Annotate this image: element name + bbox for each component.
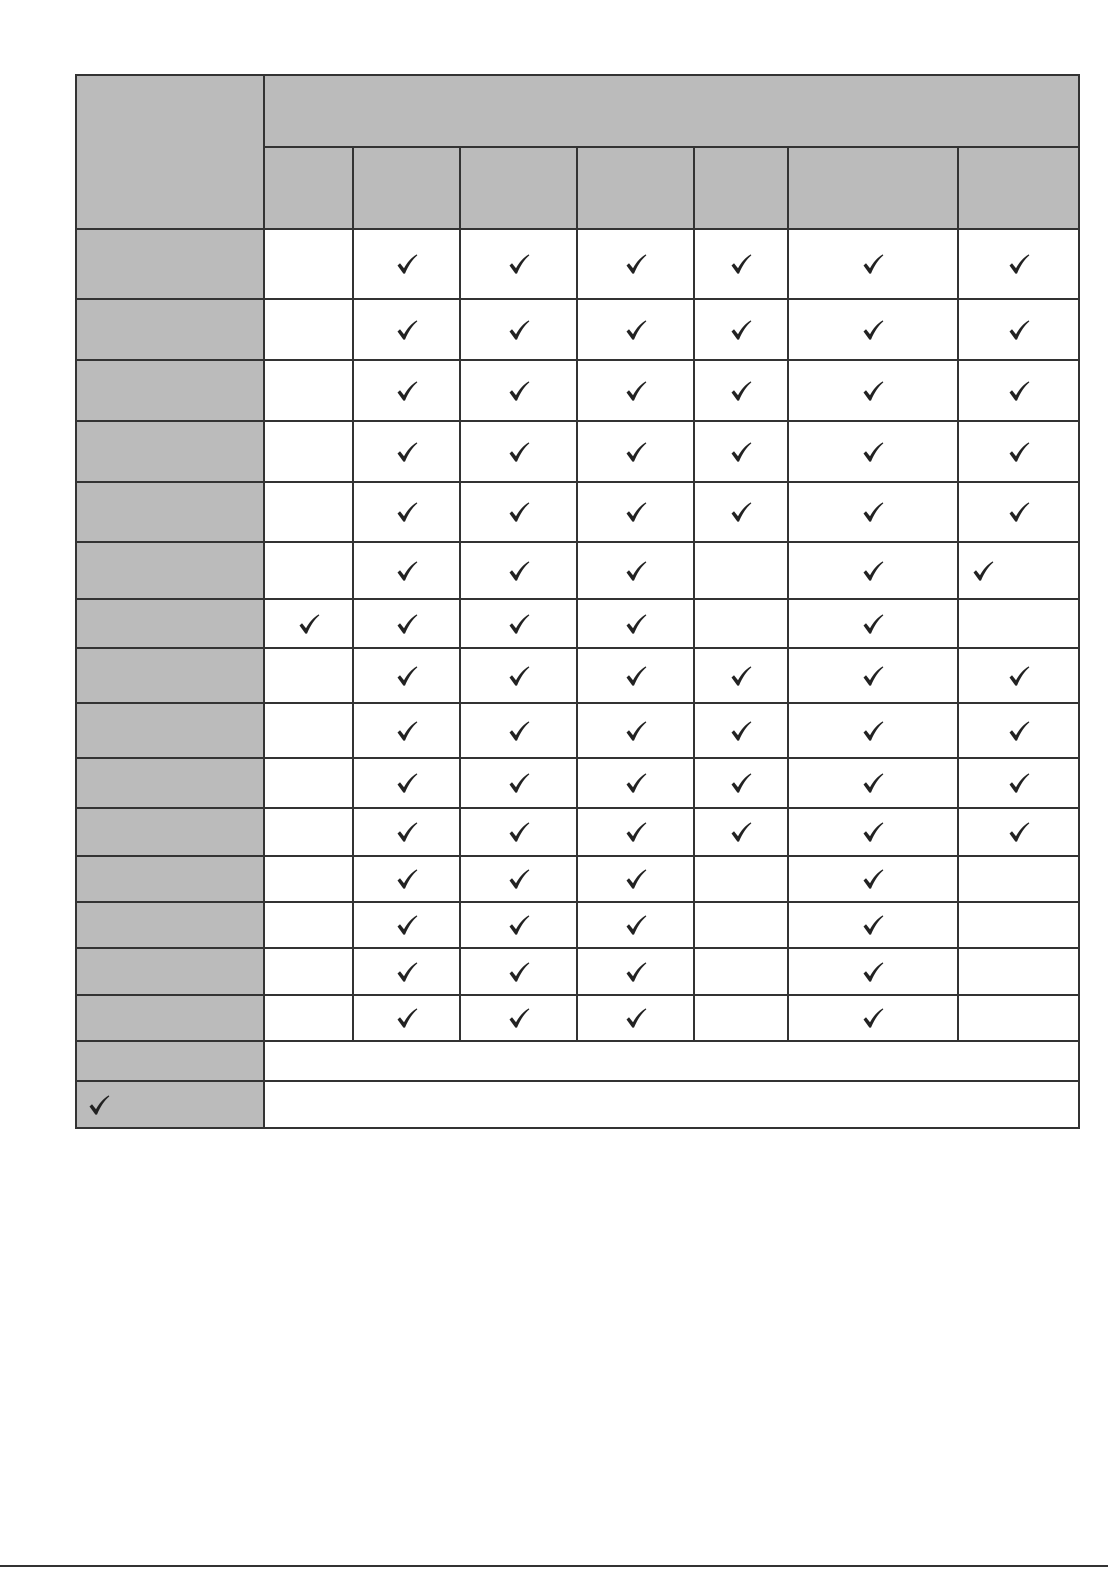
column-header-4 bbox=[577, 147, 694, 229]
table-row bbox=[76, 229, 1079, 299]
checkmark-icon bbox=[1007, 820, 1031, 844]
table-cell bbox=[264, 902, 353, 948]
row-label-cell bbox=[76, 856, 264, 902]
legend-text-cell bbox=[264, 1081, 1079, 1128]
checkmark-icon bbox=[395, 612, 419, 636]
table-cell bbox=[958, 948, 1079, 995]
checkmark-icon bbox=[624, 820, 648, 844]
table-cell bbox=[958, 360, 1079, 421]
table-cell bbox=[788, 421, 958, 482]
table-row bbox=[76, 648, 1079, 703]
checkmark-icon bbox=[624, 664, 648, 688]
table-cell bbox=[264, 808, 353, 856]
row-label-cell bbox=[76, 299, 264, 360]
table-cell bbox=[460, 360, 577, 421]
checkmark-icon bbox=[395, 719, 419, 743]
checkmark-icon bbox=[861, 867, 885, 891]
table-cell bbox=[353, 599, 460, 648]
table-cell bbox=[788, 995, 958, 1041]
checkmark-icon bbox=[624, 913, 648, 937]
checkmark-icon bbox=[624, 719, 648, 743]
table-cell bbox=[353, 703, 460, 758]
table-cell bbox=[694, 856, 788, 902]
table-cell bbox=[694, 229, 788, 299]
table-cell bbox=[788, 948, 958, 995]
checkmark-icon bbox=[729, 500, 753, 524]
table-cell bbox=[353, 808, 460, 856]
table-cell bbox=[788, 299, 958, 360]
header-group-cell bbox=[264, 75, 1079, 147]
table-cell bbox=[460, 299, 577, 360]
header-corner-cell bbox=[76, 75, 264, 229]
checkmark-icon bbox=[861, 500, 885, 524]
checkmark-icon bbox=[729, 440, 753, 464]
table-cell bbox=[353, 542, 460, 599]
checkmark-icon bbox=[297, 612, 321, 636]
table-cell bbox=[788, 360, 958, 421]
table-cell bbox=[958, 758, 1079, 808]
table-cell bbox=[353, 299, 460, 360]
table-cell bbox=[353, 948, 460, 995]
legend-row bbox=[76, 1081, 1079, 1128]
checkmark-icon bbox=[395, 252, 419, 276]
table-cell bbox=[460, 421, 577, 482]
table-cell bbox=[460, 948, 577, 995]
checkmark-icon bbox=[395, 440, 419, 464]
checkmark-icon bbox=[861, 559, 885, 583]
checkmark-icon bbox=[861, 664, 885, 688]
table-cell bbox=[577, 599, 694, 648]
table-row bbox=[76, 482, 1079, 542]
checkmark-icon bbox=[1007, 719, 1031, 743]
table-cell bbox=[264, 229, 353, 299]
table-row bbox=[76, 703, 1079, 758]
table-cell bbox=[958, 902, 1079, 948]
checkmark-icon bbox=[507, 500, 531, 524]
checkmark-icon bbox=[624, 252, 648, 276]
table-cell bbox=[264, 648, 353, 703]
table-cell bbox=[460, 482, 577, 542]
checkmark-icon bbox=[624, 559, 648, 583]
table-cell bbox=[353, 995, 460, 1041]
checkmark-icon bbox=[624, 771, 648, 795]
checkmark-icon bbox=[1007, 252, 1031, 276]
checkmark-icon bbox=[624, 440, 648, 464]
checkmark-icon bbox=[861, 960, 885, 984]
table-row bbox=[76, 360, 1079, 421]
checkmark-icon bbox=[729, 318, 753, 342]
table-row bbox=[76, 856, 1079, 902]
table-cell bbox=[577, 421, 694, 482]
row-label-cell bbox=[76, 421, 264, 482]
table-cell bbox=[577, 360, 694, 421]
table-cell bbox=[264, 948, 353, 995]
checkmark-icon bbox=[624, 1006, 648, 1030]
checkmark-icon bbox=[1007, 318, 1031, 342]
table-cell bbox=[577, 703, 694, 758]
table-cell bbox=[353, 856, 460, 902]
table-cell bbox=[577, 808, 694, 856]
checkmark-icon bbox=[395, 820, 419, 844]
checkmark-icon bbox=[624, 318, 648, 342]
checkmark-icon bbox=[861, 252, 885, 276]
checkmark-icon bbox=[395, 960, 419, 984]
table-cell bbox=[694, 995, 788, 1041]
row-label-cell bbox=[76, 648, 264, 703]
checkmark-icon bbox=[507, 379, 531, 403]
column-header-7 bbox=[958, 147, 1079, 229]
checkmark-icon bbox=[395, 867, 419, 891]
checkmark-icon bbox=[1007, 664, 1031, 688]
table-cell bbox=[577, 229, 694, 299]
checkmark-icon bbox=[395, 771, 419, 795]
table-cell bbox=[694, 902, 788, 948]
table-cell bbox=[577, 995, 694, 1041]
table-row bbox=[76, 948, 1079, 995]
checkmark-icon bbox=[861, 318, 885, 342]
row-label-cell bbox=[76, 808, 264, 856]
table-row bbox=[76, 758, 1079, 808]
table-cell bbox=[694, 599, 788, 648]
table-cell bbox=[264, 856, 353, 902]
checkmark-icon bbox=[507, 612, 531, 636]
checkmark-icon bbox=[861, 820, 885, 844]
column-header-2 bbox=[353, 147, 460, 229]
column-header-5 bbox=[694, 147, 788, 229]
checkmark-icon bbox=[861, 913, 885, 937]
checkmark-icon bbox=[507, 318, 531, 342]
table-cell bbox=[694, 360, 788, 421]
table-cell bbox=[577, 856, 694, 902]
checkmark-icon bbox=[861, 719, 885, 743]
table-cell bbox=[694, 299, 788, 360]
table-cell bbox=[460, 648, 577, 703]
table-cell bbox=[264, 421, 353, 482]
checkmark-icon bbox=[1007, 500, 1031, 524]
header-row-group bbox=[76, 75, 1079, 147]
checkmark-icon bbox=[507, 820, 531, 844]
page-bottom-rule bbox=[0, 1565, 1108, 1567]
checkmark-icon bbox=[395, 559, 419, 583]
checkmark-icon bbox=[861, 440, 885, 464]
table-cell bbox=[577, 542, 694, 599]
checkmark-icon bbox=[507, 559, 531, 583]
checkmark-icon bbox=[507, 719, 531, 743]
table-row bbox=[76, 995, 1079, 1041]
checkmark-icon bbox=[395, 318, 419, 342]
table-cell bbox=[460, 703, 577, 758]
table-cell bbox=[460, 902, 577, 948]
checkmark-icon bbox=[1007, 440, 1031, 464]
table-cell bbox=[958, 421, 1079, 482]
table-cell bbox=[577, 648, 694, 703]
table-cell bbox=[694, 703, 788, 758]
table-cell bbox=[958, 808, 1079, 856]
column-header-6 bbox=[788, 147, 958, 229]
checkmark-icon bbox=[507, 960, 531, 984]
checkmark-icon bbox=[395, 379, 419, 403]
table-cell bbox=[694, 542, 788, 599]
table-cell bbox=[577, 482, 694, 542]
checkmark-icon bbox=[861, 379, 885, 403]
row-label-cell bbox=[76, 229, 264, 299]
checkmark-icon bbox=[507, 1006, 531, 1030]
table-cell bbox=[264, 758, 353, 808]
table-cell bbox=[694, 482, 788, 542]
table-cell bbox=[694, 421, 788, 482]
table-cell bbox=[958, 648, 1079, 703]
row-label-cell bbox=[76, 758, 264, 808]
checkmark-icon bbox=[507, 913, 531, 937]
table-cell bbox=[788, 902, 958, 948]
table-cell bbox=[788, 599, 958, 648]
table-cell bbox=[958, 229, 1079, 299]
table-cell bbox=[264, 542, 353, 599]
table-cell bbox=[788, 229, 958, 299]
table-cell bbox=[694, 758, 788, 808]
checkmark-icon bbox=[87, 1093, 111, 1117]
row-label-cell bbox=[76, 995, 264, 1041]
checkmark-icon bbox=[395, 1006, 419, 1030]
checkmark-icon bbox=[861, 1006, 885, 1030]
table-cell bbox=[788, 542, 958, 599]
table-row bbox=[76, 902, 1079, 948]
checkmark-icon bbox=[624, 379, 648, 403]
table-row bbox=[76, 542, 1079, 599]
table-cell bbox=[353, 421, 460, 482]
checkmark-icon bbox=[624, 960, 648, 984]
table-cell bbox=[788, 648, 958, 703]
table-row bbox=[76, 599, 1079, 648]
table-cell bbox=[264, 995, 353, 1041]
compatibility-table bbox=[75, 74, 1080, 1129]
table-cell bbox=[694, 808, 788, 856]
checkmark-icon bbox=[624, 612, 648, 636]
checkmark-icon bbox=[624, 500, 648, 524]
table-cell bbox=[353, 902, 460, 948]
table-cell bbox=[353, 648, 460, 703]
checkmark-icon bbox=[507, 771, 531, 795]
table-cell bbox=[958, 856, 1079, 902]
row-label-cell bbox=[76, 902, 264, 948]
table-cell bbox=[577, 299, 694, 360]
table-cell bbox=[958, 482, 1079, 542]
checkmark-icon bbox=[624, 867, 648, 891]
table-cell bbox=[958, 299, 1079, 360]
table-cell bbox=[788, 482, 958, 542]
checkmark-icon bbox=[1007, 379, 1031, 403]
checkmark-icon bbox=[395, 913, 419, 937]
table-cell bbox=[958, 703, 1079, 758]
table-cell bbox=[788, 703, 958, 758]
checkmark-icon bbox=[729, 771, 753, 795]
table-cell bbox=[460, 758, 577, 808]
row-label-cell bbox=[76, 482, 264, 542]
checkmark-icon bbox=[729, 379, 753, 403]
table-cell bbox=[460, 229, 577, 299]
table-row bbox=[76, 299, 1079, 360]
row-label-cell bbox=[76, 599, 264, 648]
checkmark-icon bbox=[729, 719, 753, 743]
checkmark-icon bbox=[1007, 771, 1031, 795]
checkmark-icon bbox=[395, 500, 419, 524]
table-cell bbox=[460, 856, 577, 902]
table-cell bbox=[577, 758, 694, 808]
table-cell bbox=[460, 542, 577, 599]
row-label-cell bbox=[76, 948, 264, 995]
checkmark-icon bbox=[507, 440, 531, 464]
table-cell bbox=[788, 856, 958, 902]
table-row bbox=[76, 808, 1079, 856]
table-row bbox=[76, 421, 1079, 482]
table-cell bbox=[577, 948, 694, 995]
note-label-cell bbox=[76, 1041, 264, 1081]
checkmark-icon bbox=[971, 559, 995, 583]
table-cell bbox=[958, 599, 1079, 648]
table-cell bbox=[460, 995, 577, 1041]
table-cell bbox=[353, 482, 460, 542]
table-cell bbox=[788, 758, 958, 808]
table-cell bbox=[460, 808, 577, 856]
table-cell bbox=[264, 482, 353, 542]
row-label-cell bbox=[76, 360, 264, 421]
note-row bbox=[76, 1041, 1079, 1081]
table-cell bbox=[353, 758, 460, 808]
table-cell bbox=[577, 902, 694, 948]
table-cell bbox=[264, 703, 353, 758]
table-cell bbox=[264, 299, 353, 360]
table-cell bbox=[264, 599, 353, 648]
checkmark-icon bbox=[395, 664, 419, 688]
column-header-1 bbox=[264, 147, 353, 229]
table-cell bbox=[353, 229, 460, 299]
row-label-cell bbox=[76, 542, 264, 599]
table-cell bbox=[694, 948, 788, 995]
checkmark-icon bbox=[507, 664, 531, 688]
table-cell bbox=[460, 599, 577, 648]
checkmark-icon bbox=[507, 867, 531, 891]
table-cell bbox=[788, 808, 958, 856]
checkmark-icon bbox=[861, 612, 885, 636]
table-cell bbox=[958, 542, 1079, 599]
table-cell bbox=[264, 360, 353, 421]
legend-symbol-cell bbox=[76, 1081, 264, 1128]
checkmark-icon bbox=[861, 771, 885, 795]
checkmark-icon bbox=[729, 664, 753, 688]
note-text-cell bbox=[264, 1041, 1079, 1081]
table-cell bbox=[958, 995, 1079, 1041]
table-cell bbox=[694, 648, 788, 703]
row-label-cell bbox=[76, 703, 264, 758]
checkmark-icon bbox=[729, 252, 753, 276]
column-header-3 bbox=[460, 147, 577, 229]
table-cell bbox=[353, 360, 460, 421]
checkmark-icon bbox=[729, 820, 753, 844]
checkmark-icon bbox=[507, 252, 531, 276]
